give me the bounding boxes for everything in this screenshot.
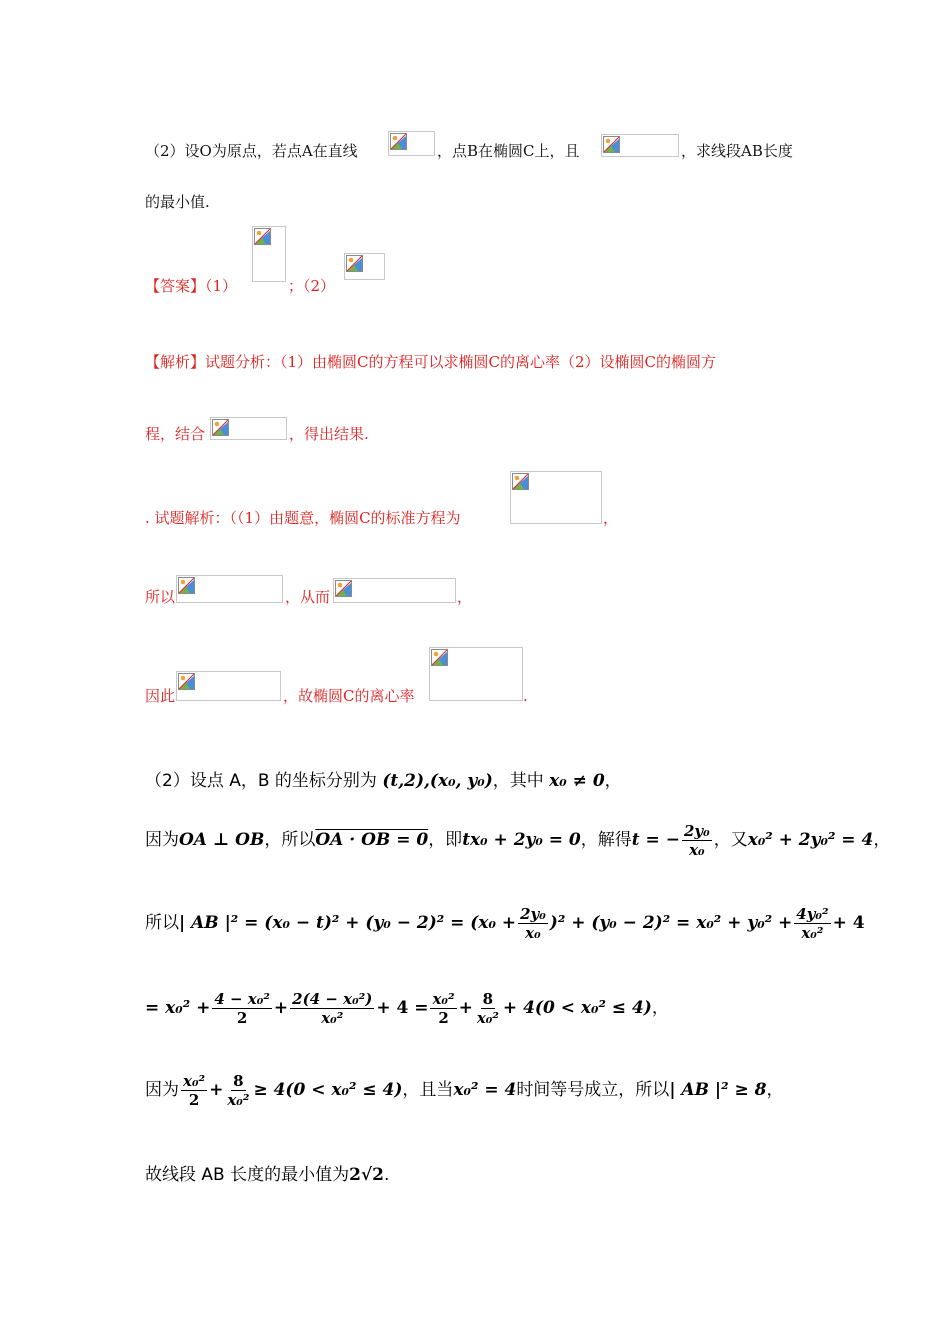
question-2-line2: 的最小值. bbox=[145, 193, 210, 211]
solution-line3c: . bbox=[523, 687, 528, 705]
solution-line2b: ，从而 bbox=[285, 588, 331, 606]
part2-line1: （2）设点 A，B 的坐标分别为 (t,2),(x₀, y₀)，其中 x₀ ≠ 0， bbox=[145, 771, 622, 791]
fraction: $\frac{\text{2y₀}}{\text{x₀}}$ bbox=[520, 905, 546, 942]
solution-line1: . 试题解析：（（1）由题意，椭圆C的标准方程为 bbox=[145, 509, 461, 527]
fraction: $\frac{\text{x₀²}}{2}$ bbox=[183, 1072, 206, 1109]
analysis-line2b: ，得出结果. bbox=[289, 425, 369, 443]
fraction: $\frac{\text{2y₀}}{\text{x₀}}$ bbox=[683, 822, 710, 859]
analysis-line1: 【解析】试题分析：（1）由椭圆C的方程可以求椭圆C的离心率（2）设椭圆C的椭圆方 bbox=[145, 353, 717, 371]
question-2-line1c: ，求线段AB长度 bbox=[681, 142, 793, 160]
solution-line1b: ， bbox=[603, 509, 619, 527]
solution-line2: 所以 bbox=[145, 588, 176, 606]
part2-line4: = x₀² + $\frac{\text{4 − x₀²}}{2}$ + $\frac{\text{2(4 − x₀²)}}{\text{x₀²}}$ + 4 = $\frac{\text{x₀²}}{2}$ + $\frac{8}{\text{x₀²}}$ + 4(0 < x₀² ≤ 4)， bbox=[145, 990, 669, 1027]
c-value-image bbox=[333, 578, 456, 603]
solution-line3b: ，故椭圆C的离心率 bbox=[283, 687, 415, 705]
a-b-values-image bbox=[176, 575, 283, 603]
answer-sep: ；（2） bbox=[288, 277, 336, 295]
fraction: $\frac{8}{\text{x₀²}}$ bbox=[227, 1072, 250, 1109]
ellipse-equation-image bbox=[510, 471, 602, 524]
solution-line3: 因此 bbox=[145, 687, 176, 705]
answer-line: 【答案】（1） bbox=[145, 277, 238, 295]
question-2-line1 bbox=[145, 141, 358, 161]
condition-image bbox=[601, 134, 679, 157]
analysis-line2: 程，结合 bbox=[145, 425, 206, 443]
part2-line6: 故线段 AB 长度的最小值为2√2. bbox=[145, 1165, 390, 1185]
fraction: $\frac{\text{4y₀²}}{\text{x₀²}}$ bbox=[796, 905, 829, 942]
eccentricity-image bbox=[429, 647, 523, 701]
fraction: $\frac{\text{x₀²}}{2}$ bbox=[432, 990, 455, 1027]
question-text: （2）设O为原点，若点A在直线 bbox=[145, 142, 358, 160]
part2-line3: 所以| AB |² = (x₀ − t)² + (y₀ − 2)² = (x₀ + $\frac{\text{2y₀}}{\text{x₀}}$ )² + (y₀ − 2)² = x₀² + y₀² + $\frac{\text{4y₀²}}{\text{x₀²}}$ + 4 bbox=[145, 905, 865, 942]
fraction: $\frac{\text{4 − x₀²}}{2}$ bbox=[214, 990, 270, 1027]
part2-line5: 因为 $\frac{\text{x₀²}}{2}$ + $\frac{8}{\text{x₀²}}$ ≥ 4(0 < x₀² ≤ 4)，且当x₀² = 4时间等号成立，所以| AB |² ≥ 8， bbox=[145, 1072, 784, 1109]
line-equation-image bbox=[388, 131, 435, 156]
c-result-image bbox=[176, 671, 281, 701]
fraction: $\frac{8}{\text{x₀²}}$ bbox=[476, 990, 499, 1027]
answer-2-image bbox=[344, 253, 385, 280]
solution-line2c: ， bbox=[457, 588, 473, 606]
answer-1-image bbox=[252, 226, 286, 282]
question-2-line1b: ，点B在椭圆C上，且 bbox=[437, 142, 580, 160]
fraction: $\frac{\text{2(4 − x₀²)}}{\text{x₀²}}$ bbox=[292, 990, 373, 1027]
analysis-image bbox=[210, 417, 287, 440]
part2-line2: 因为OA ⊥ OB，所以OA · OB = 0，即tx₀ + 2y₀ = 0，解得t = − $\frac{\text{2y₀}}{\text{x₀}}$ ，又x₀² + 2y₀² = 4， bbox=[145, 822, 891, 859]
